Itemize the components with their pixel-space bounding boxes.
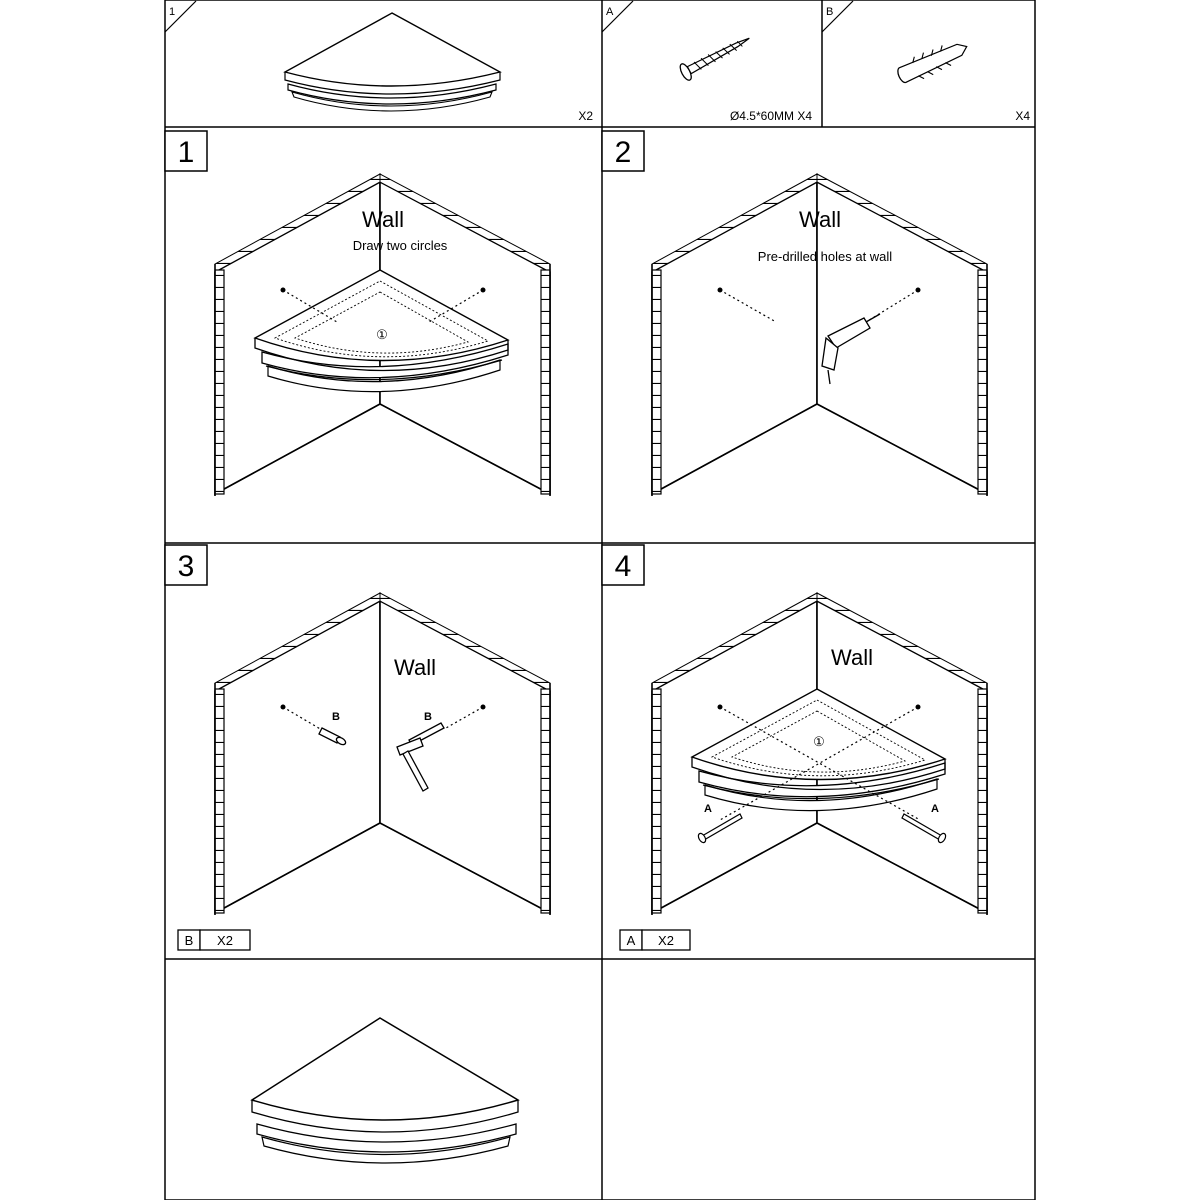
wall-label: Wall (799, 207, 841, 232)
screw-letter: A (931, 803, 939, 815)
part-screw-cell (602, 1, 812, 123)
sheet-grid (165, 0, 1035, 1200)
callout-qty: X2 (217, 933, 233, 948)
step-3-callout (178, 930, 250, 950)
screw-icon (678, 30, 754, 82)
callout-part: B (184, 933, 194, 948)
finished-shelf-panel (252, 1018, 518, 1163)
part-anchor-qty: X4 (1015, 109, 1030, 123)
wall-label: Wall (831, 645, 873, 670)
step-4-callout (620, 930, 690, 950)
part-shelf-tag: 1 (169, 6, 176, 18)
shelf-mark: ① (813, 734, 825, 749)
screw-letter: A (704, 803, 712, 815)
part-shelf-qty: X2 (578, 109, 593, 123)
step-1-panel (165, 131, 550, 496)
wall-anchor-icon (894, 36, 971, 88)
step-3-number: 3 (177, 550, 195, 583)
shelf-mark: ① (376, 327, 388, 342)
corner-wall-icon (215, 593, 550, 915)
anchor-letter: B (332, 711, 340, 723)
wall-label: Wall (394, 655, 436, 680)
step-1-number: 1 (177, 136, 195, 169)
shelf-icon (285, 13, 500, 111)
part-shelf-cell (165, 1, 593, 123)
part-screw-tag: A (606, 6, 614, 18)
callout-qty: X2 (658, 933, 674, 948)
step-2-panel (602, 131, 987, 496)
step-1-note: Draw two circles (352, 238, 448, 253)
part-anchor-tag: B (826, 6, 834, 18)
step-4-number: 4 (614, 550, 632, 583)
step-2-number: 2 (614, 136, 632, 169)
shelf-icon (252, 1018, 518, 1163)
step-3-panel (165, 545, 550, 950)
wall-label: Wall (362, 207, 404, 232)
part-anchor-cell (822, 1, 1030, 123)
callout-part: A (626, 933, 636, 948)
anchor-letter: B (424, 711, 432, 723)
step-4-panel (602, 545, 987, 950)
part-screw-spec: Ø4.5*60MM X4 (729, 109, 812, 123)
step-2-note: Pre-drilled holes at wall (757, 249, 893, 264)
